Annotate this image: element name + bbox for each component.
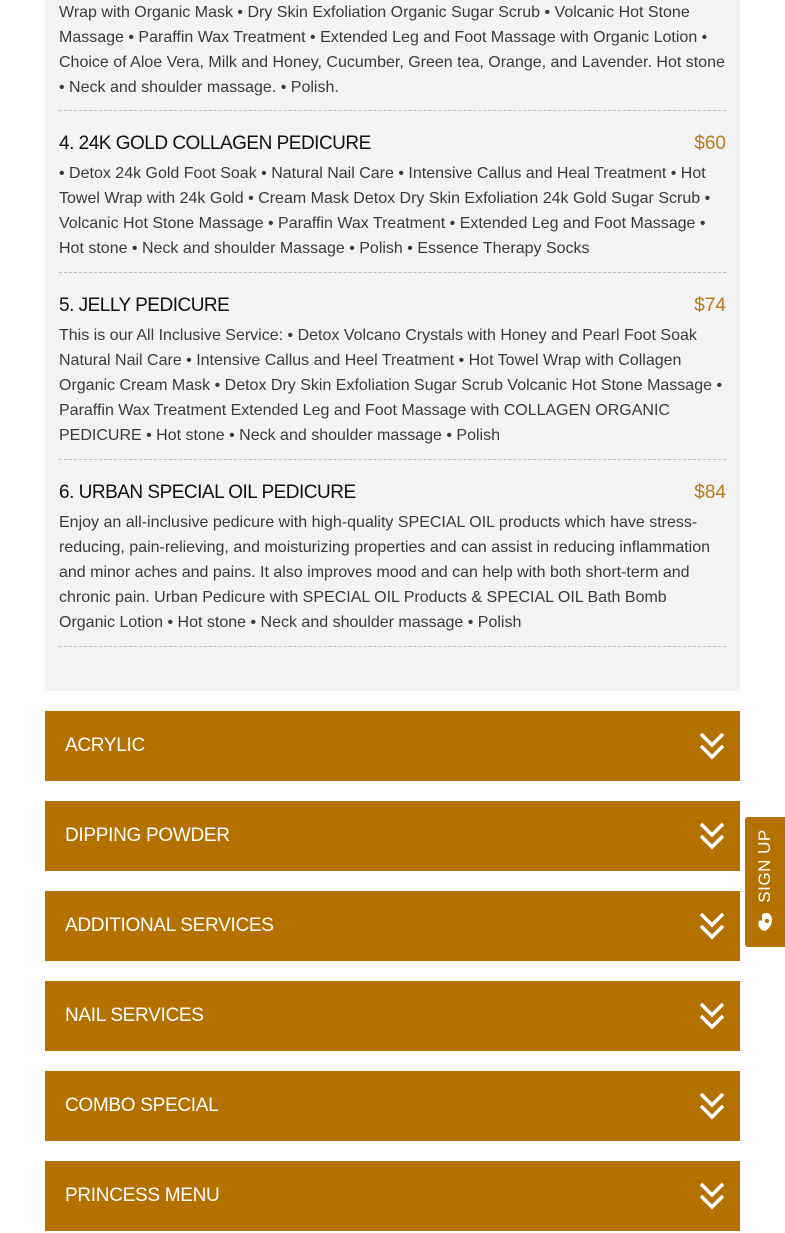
menu-item-header [59, 127, 726, 161]
pedicure-menu-list [59, 0, 726, 647]
chevron-double-down-icon [698, 1091, 726, 1121]
menu-item-price: $74 [694, 295, 726, 316]
menu-item [59, 460, 726, 647]
menu-item-header [59, 476, 726, 510]
accordion-label: DIPPING POWDER [65, 825, 230, 846]
accordion-label: COMBO SPECIAL [65, 1095, 219, 1116]
chevron-double-down-icon [698, 911, 726, 941]
menu-item-price: $60 [694, 133, 726, 154]
accordion-nail-services[interactable] [45, 981, 740, 1051]
accordion-additional-services[interactable] [45, 891, 740, 961]
accordion-dipping-powder[interactable] [45, 801, 740, 871]
accordion-label: NAIL SERVICES [65, 1005, 204, 1026]
accordion-princess-menu[interactable] [45, 1161, 740, 1231]
menu-item [59, 111, 726, 273]
menu-item-title: 5. JELLY PEDICURE [59, 295, 230, 316]
menu-item-price: $84 [694, 482, 726, 503]
chevron-double-down-icon [698, 821, 726, 851]
accordion-label: ACRYLIC [65, 735, 145, 756]
hand-icon [757, 912, 773, 932]
menu-item [59, 273, 726, 460]
menu-item-title: 6. URBAN SPECIAL OIL PEDICURE [59, 482, 356, 503]
menu-item-description: Enjoy an all-inclusive pedicure with high-quality SPECIAL OIL products which have stress-reducing, pain-relieving, and moisturizing properties and can assist in reducing inflammation and minor aches and pains. It also improves mood and can help with both short-term and chronic pain. Urban Pedicure with SPECIAL OIL Products & SPECIAL OIL Bath Bomb Organic Lotion • Hot stone • Neck and shoulder massage • Polish [59, 514, 711, 631]
menu-item-description: • Detox 24k Gold Foot Soak • Natural Nail Care • Intensive Callus and Heal Treatment • Hot Towel Wrap with 24k Gold • Cream Mask Detox Dry Skin Exfoliation 24k Gold Sugar Scrub • Volcanic Hot Stone Massage • Paraffin Wax Treatment • Extended Leg and Foot Massage • Hot stone • Neck and shoulder Massage • Polish • Essence Therapy Socks [59, 165, 711, 257]
pedicure-menu-panel [45, 0, 740, 691]
chevron-double-down-icon [698, 1001, 726, 1031]
chevron-double-down-icon [698, 1181, 726, 1211]
signup-tab[interactable] [745, 817, 785, 947]
signup-label: SIGN UP [755, 829, 774, 903]
menu-item-title: 4. 24K GOLD COLLAGEN PEDICURE [59, 133, 371, 154]
menu-item-header [59, 289, 726, 323]
menu-item-description: Wrap with Organic Mask • Dry Skin Exfoliation Organic Sugar Scrub • Volcanic Hot Stone Massage • Paraffin Wax Treatment • Extended Leg and Foot Massage with Organic Lotion • Choice of Aloe Vera, Milk and Honey, Cucumber, Green tea, Orange, and Lavender. Hot stone • Neck and shoulder massage. • Polish. [59, 4, 725, 96]
accordion-label: ADDITIONAL SERVICES [65, 915, 274, 936]
menu-item-description: This is our All Inclusive Service: • Detox Volcano Crystals with Honey and Pearl Foot Soak Natural Nail Care • Intensive Callus and Heel Treatment • Hot Towel Wrap with Collagen Organic Cream Mask • Detox Dry Skin Exfoliation Sugar Scrub Volcanic Hot Stone Massage • Paraffin Wax Treatment Extended Leg and Foot Massage with COLLAGEN ORGANIC PEDICURE • Hot stone • Neck and shoulder massage • Polish [59, 327, 723, 444]
accordion-combo-special[interactable] [45, 1071, 740, 1141]
accordion-acrylic[interactable] [45, 711, 740, 781]
accordion-label: PRINCESS MENU [65, 1185, 220, 1206]
chevron-double-down-icon [698, 731, 726, 761]
menu-item-partial [59, 0, 726, 111]
